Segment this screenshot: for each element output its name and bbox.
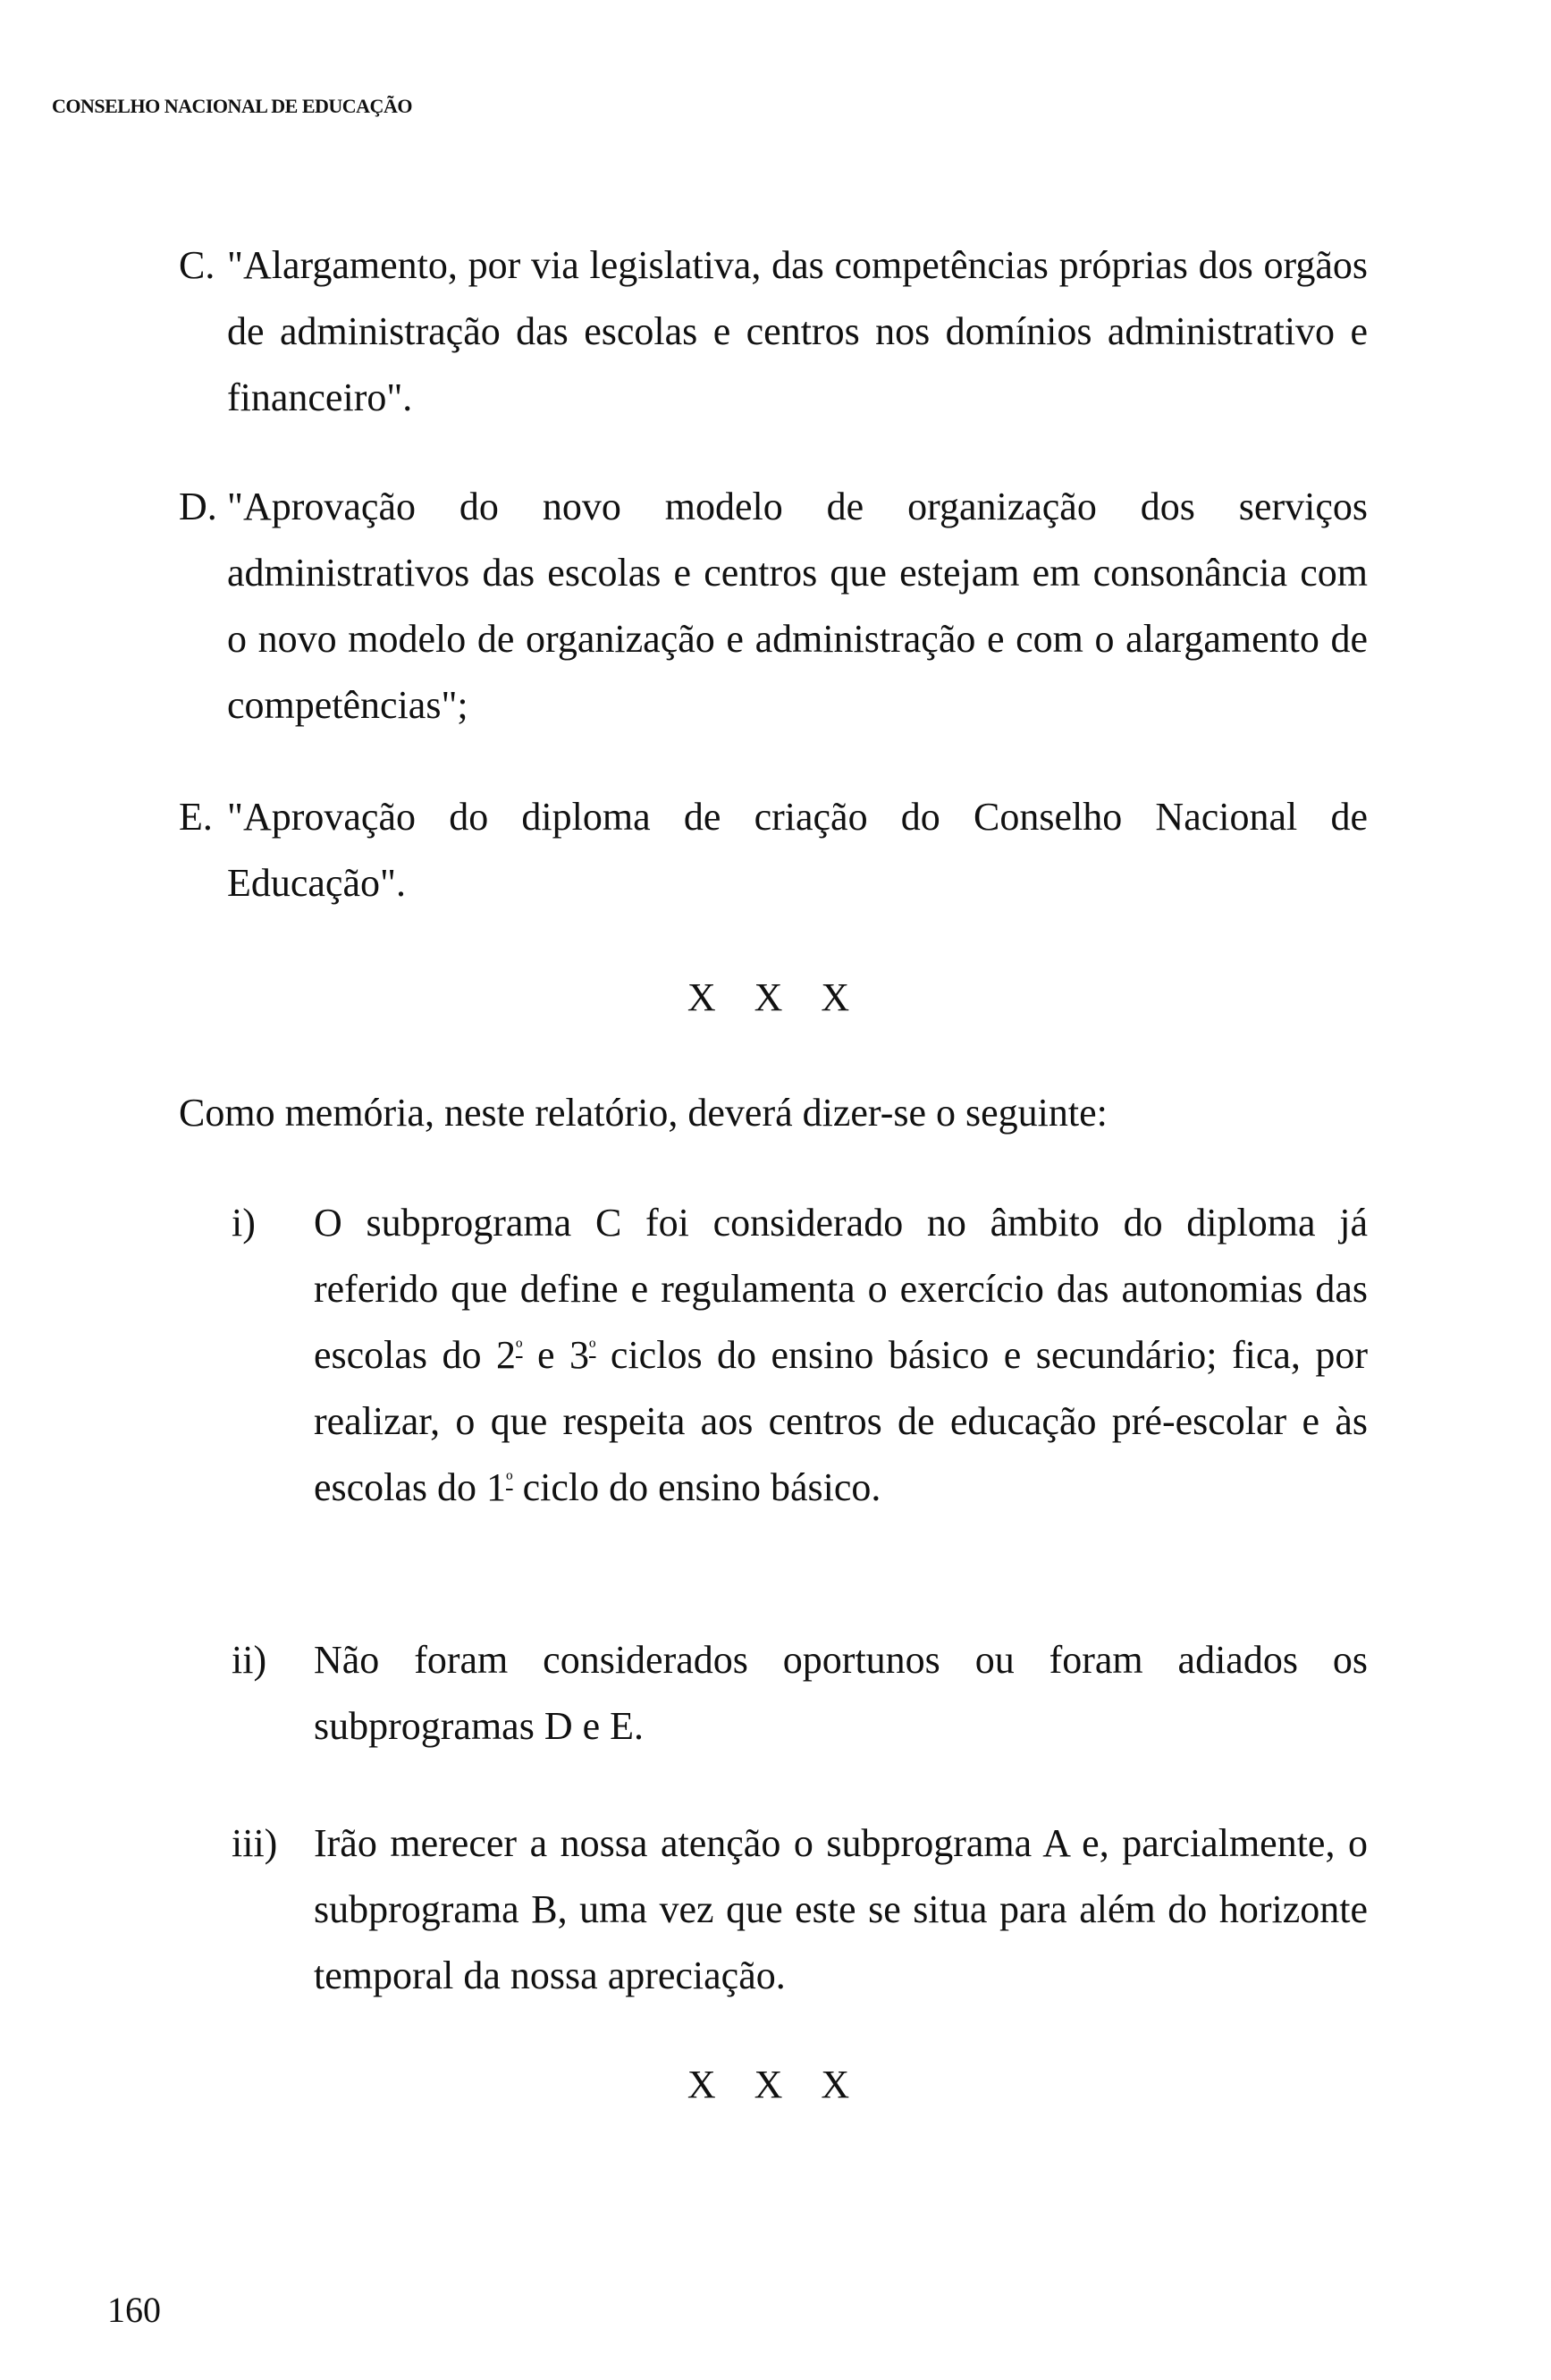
section-separator-end: X X X (687, 2063, 864, 2106)
page-number: 160 (107, 2290, 161, 2330)
item-text: "Aprovação do diploma de criação do Conselho Nacional de Educação". (227, 795, 1368, 905)
item-label: C. (179, 243, 215, 287)
item-text: "Alargamento, por via legislativa, das competências próprias dos orgãos de administração das escolas e centros nos domínios administrativo e financeiro". (227, 243, 1368, 419)
list-text: Irão merecer a nossa atenção o subprograma A e, parcialmente, o subprograma B, uma vez que este se situa para além do horizonte temporal da nossa apreciação. (314, 1821, 1368, 1997)
item-c (179, 232, 1368, 431)
list-item-i (232, 1190, 1368, 1521)
list-label: ii) (232, 1638, 267, 1682)
section-separator: X X X (687, 975, 864, 1019)
list-text: O subprograma C foi considerado no âmbito do diploma já referido que define e regulamenta o exercício das autonomias das escolas do $2^º$ e $3^º$ ciclos do ensino básico e secundário; fica, por realizar, o que respeita aos centros de educação pré-escolar e às escolas do $1^º$ ciclo do ensino básico. (314, 1201, 1369, 1509)
item-label: D. (179, 485, 217, 528)
list-label: i) (232, 1201, 256, 1245)
list-item-ii (232, 1627, 1368, 1760)
list-label: iii) (232, 1821, 278, 1865)
item-label: E. (179, 795, 213, 839)
item-e (179, 784, 1368, 916)
list-text: Não foram considerados oportunos ou foram adiados os subprogramas D e E. (314, 1638, 1368, 1748)
running-header: CONSELHO NACIONAL DE EDUCAÇÃO (52, 95, 412, 117)
intro-paragraph: Como memória, neste relatório, deverá dizer-se o seguinte: (179, 1091, 1108, 1135)
item-d (179, 474, 1368, 738)
list-item-iii (232, 1810, 1368, 2009)
item-text: "Aprovação do novo modelo de organização dos serviços administrativos das escolas e centros que estejam em consonância com o novo modelo de organização e administração e com o alargamento de competências"; (227, 485, 1368, 727)
